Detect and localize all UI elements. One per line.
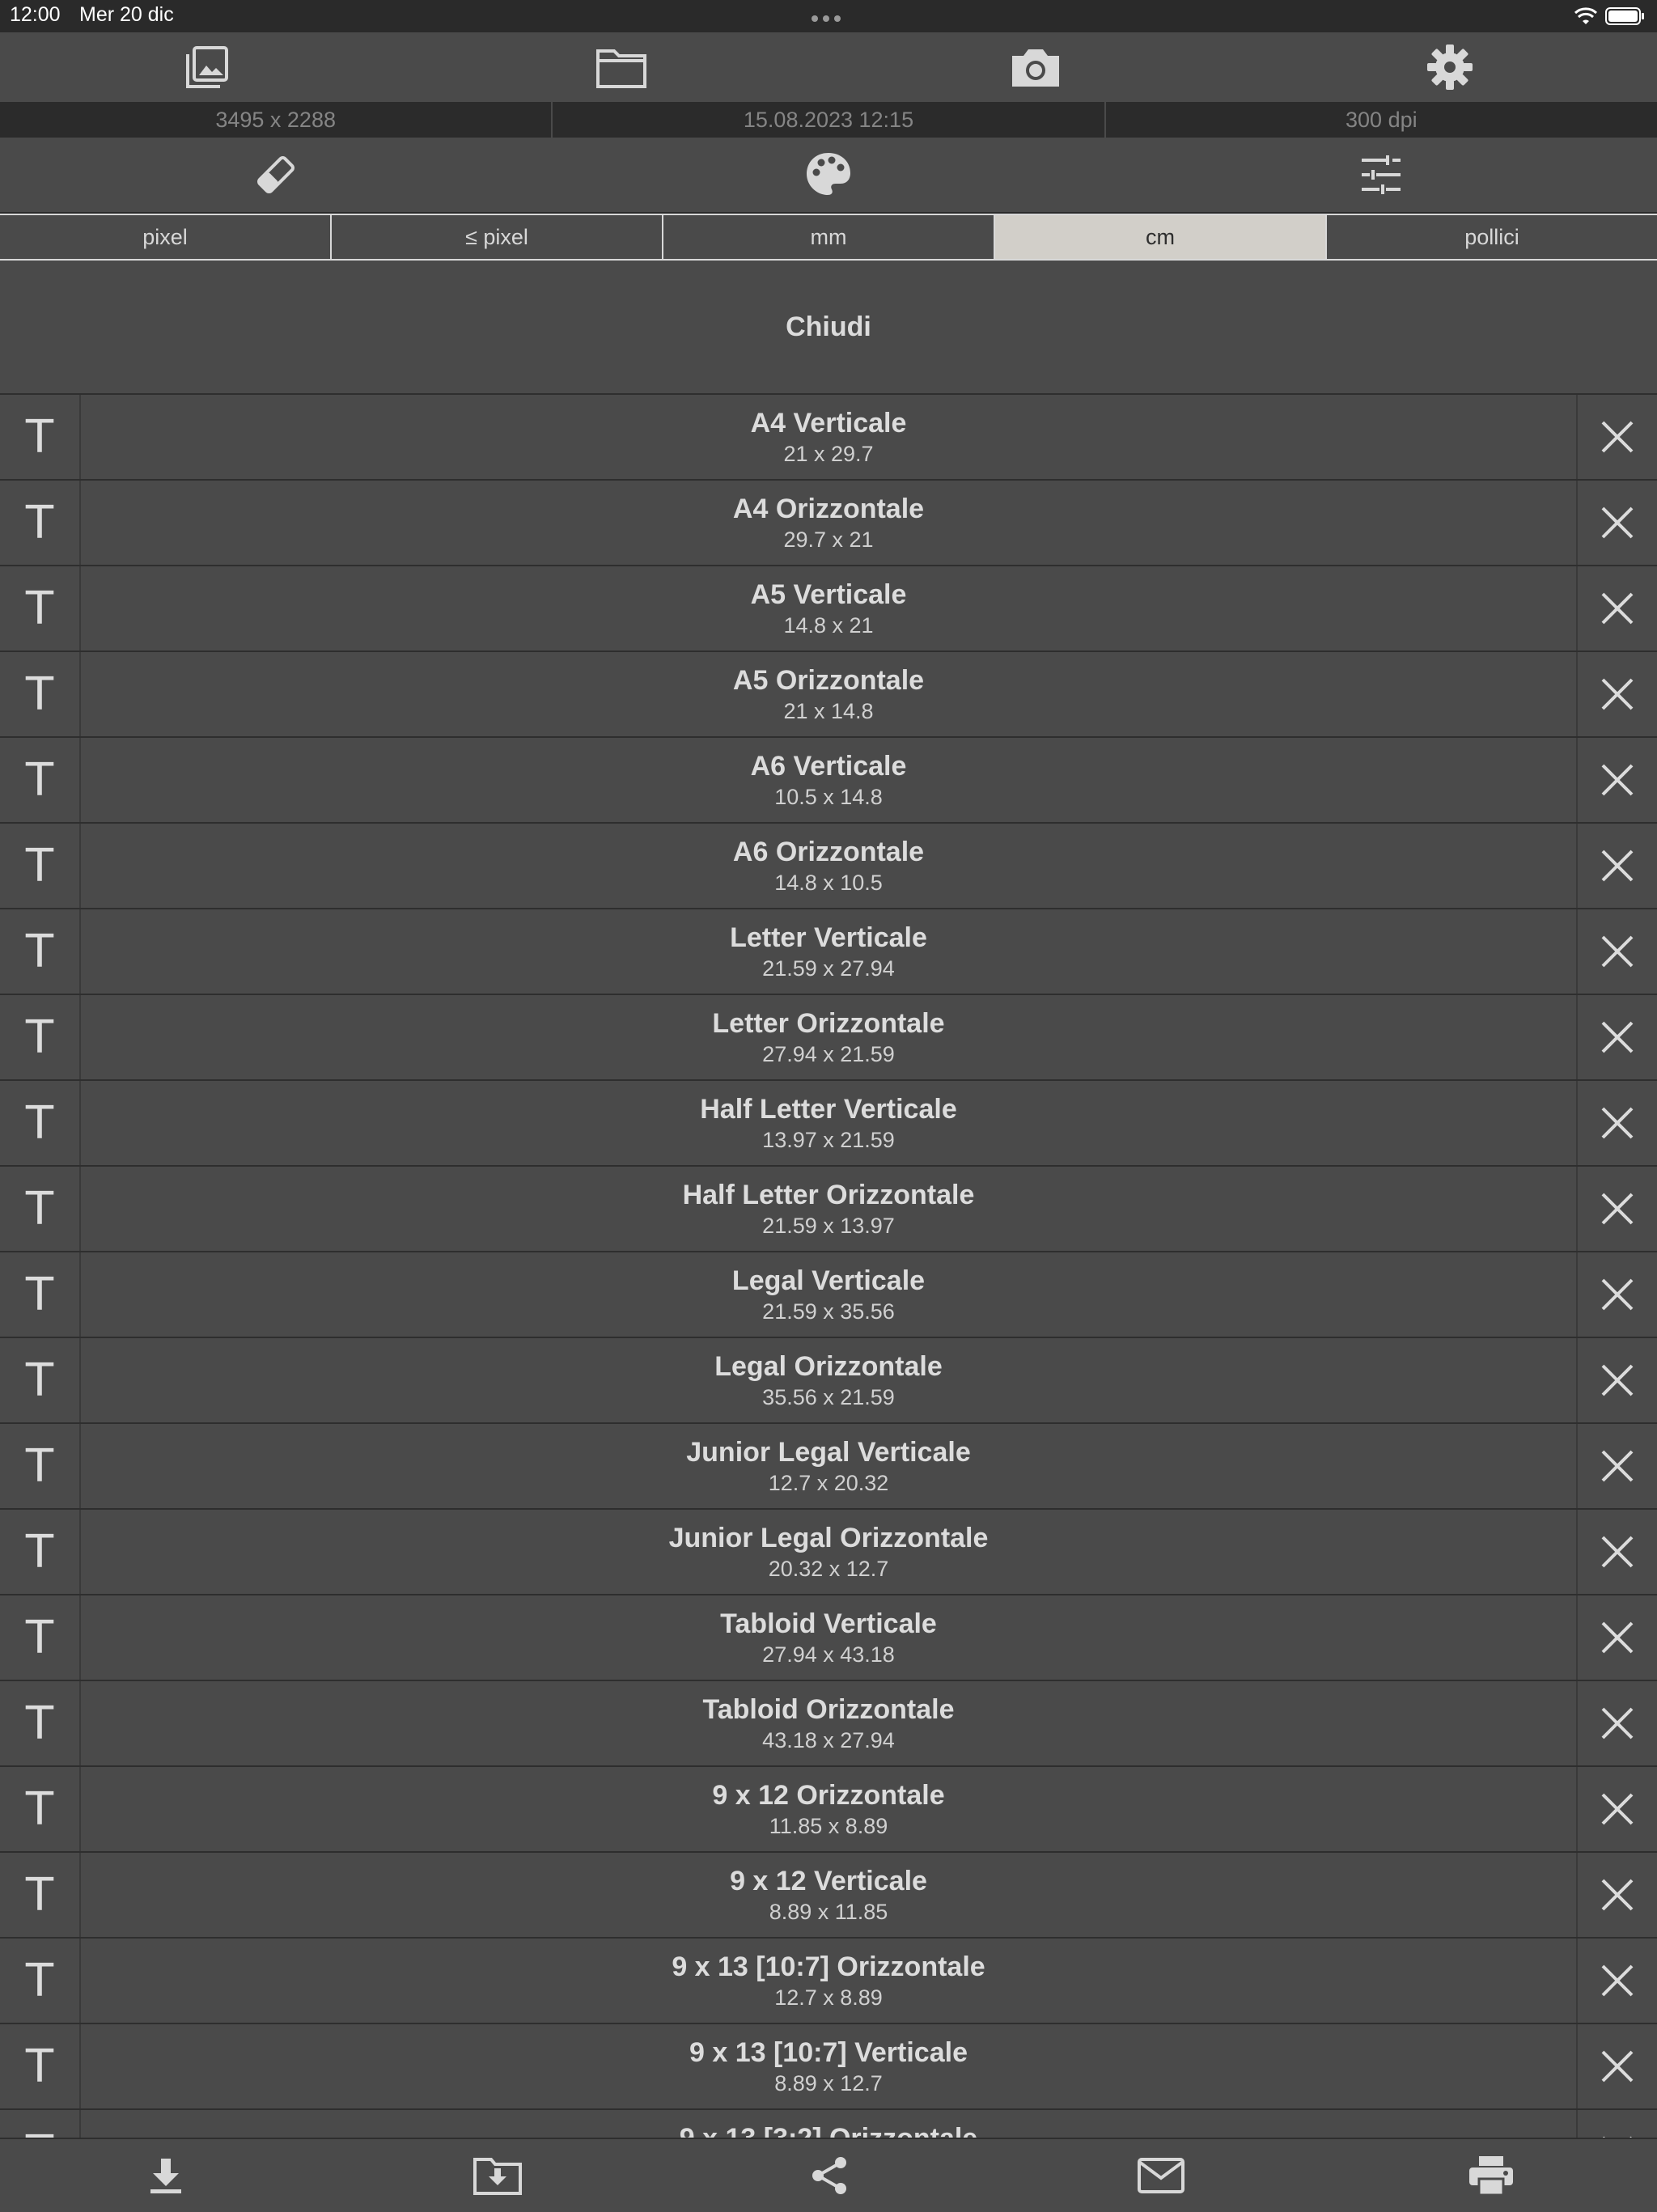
rename-text-icon[interactable]: T [0,1595,81,1680]
close-icon [1600,676,1635,712]
delete-preset-button[interactable] [1576,2024,1657,2108]
preset-name: Half Letter Verticale [700,1094,957,1125]
preset-name: 9 x 13 [10:7] Verticale [689,2037,968,2068]
bottom-toolbar [0,2138,1657,2210]
image-resolution: 300 dpi [1346,108,1418,132]
preset-row[interactable] [0,1252,1657,1338]
preset-row[interactable] [0,909,1657,995]
preset-size: 8.89 x 11.85 [769,1900,888,1924]
close-icon [1600,2049,1635,2084]
close-icon [1600,1534,1635,1570]
preset-size: 12.7 x 8.89 [774,1985,883,2010]
print-button[interactable] [1325,2139,1657,2212]
delete-preset-button[interactable] [1576,738,1657,822]
preset-name: 9 x 12 Verticale [730,1866,927,1896]
delete-preset-button[interactable] [1576,566,1657,650]
save-to-folder-icon [473,2155,523,2196]
preset-name: Legal Orizzontale [714,1351,943,1382]
preset-name: Tabloid Verticale [720,1608,937,1639]
preset-select-area[interactable] [81,1424,1576,1508]
close-icon [1600,1448,1635,1484]
preset-row[interactable] [0,738,1657,824]
close-icon [1600,1191,1635,1227]
unit-option[interactable]: ≤ pixel [332,215,663,259]
preset-size: 21 x 14.8 [783,699,874,723]
preset-list [0,395,1657,2138]
preset-size: 35.56 x 21.59 [762,1385,895,1409]
preset-size: 21.59 x 35.56 [762,1299,895,1324]
preset-name: Junior Legal Verticale [686,1437,971,1468]
close-icon [1600,1963,1635,1998]
delete-preset-button[interactable] [1576,481,1657,565]
preset-row[interactable] [0,1853,1657,1939]
delete-preset-button[interactable] [1576,1681,1657,1765]
close-icon [1600,848,1635,884]
preset-row[interactable] [0,1510,1657,1595]
close-button[interactable]: Chiudi [0,261,1657,395]
preset-name: A6 Orizzontale [732,837,925,867]
rename-text-icon[interactable]: T [0,1767,81,1851]
preset-select-area[interactable] [81,395,1576,479]
multitasking-dots-icon[interactable] [812,11,845,21]
palette-icon [803,150,854,200]
rename-text-icon[interactable]: T [0,824,81,908]
preset-size: 10.5 x 14.8 [774,785,883,809]
preset-select-area[interactable] [81,1767,1576,1851]
preset-size: 21.59 x 27.94 [762,956,895,981]
rename-text-icon[interactable]: T [0,1853,81,1937]
close-icon [1600,1877,1635,1913]
preset-select-area[interactable] [81,1167,1576,1251]
rename-text-icon[interactable]: T [0,995,81,1079]
unit-option[interactable]: mm [663,215,995,259]
camera-button[interactable] [828,32,1243,102]
preset-size: 21 x 29.7 [783,442,874,466]
delete-preset-button[interactable] [1576,1167,1657,1251]
preset-size: 14.8 x 10.5 [774,871,883,895]
preset-select-area[interactable] [81,2024,1576,2108]
preset-row[interactable] [0,1338,1657,1424]
rename-text-icon[interactable]: T [0,1081,81,1165]
edit-toolbar [0,138,1657,214]
preset-size: 20.32 x 12.7 [768,1557,889,1581]
eraser-button[interactable] [0,138,552,212]
preset-row[interactable] [0,566,1657,652]
sliders-icon [1358,152,1404,197]
close-icon [1600,1105,1635,1141]
unit-option[interactable]: cm [995,215,1327,259]
preset-name: Half Letter Orizzontale [682,1180,975,1210]
image-datetime: 15.08.2023 12:15 [553,102,1105,138]
preset-select-area[interactable] [81,738,1576,822]
delete-preset-button[interactable] [1576,824,1657,908]
preset-select-area[interactable] [81,1252,1576,1337]
rename-text-icon[interactable]: T [0,1939,81,2023]
preset-name: Letter Verticale [730,922,927,953]
rename-text-icon[interactable]: T [0,1338,81,1422]
delete-preset-button[interactable] [1576,652,1657,736]
delete-preset-button[interactable] [1576,1252,1657,1337]
preset-size: 43.18 x 27.94 [762,1728,895,1752]
preset-name: 9 x 12 Orizzontale [712,1780,945,1811]
preset-row[interactable] [0,2024,1657,2110]
preset-name: Legal Verticale [731,1265,926,1296]
close-icon [1600,1706,1635,1741]
preset-select-area[interactable] [81,995,1576,1079]
preset-row[interactable] [0,995,1657,1081]
share-icon [808,2155,850,2197]
preset-select-area[interactable] [81,1939,1576,2023]
preset-size: 14.8 x 21 [783,613,874,638]
preset-size: 21.59 x 13.97 [762,1214,895,1238]
unit-option[interactable]: pixel [0,215,332,259]
rename-text-icon[interactable]: T [0,1167,81,1251]
rename-text-icon[interactable]: T [0,1252,81,1337]
preset-row[interactable] [0,1767,1657,1853]
preset-name: A4 Verticale [750,408,907,439]
preset-select-area[interactable] [81,1595,1576,1680]
rename-text-icon[interactable]: T [0,1510,81,1594]
preset-size: 29.7 x 21 [783,528,874,552]
preset-row[interactable] [0,1939,1657,2024]
preset-size: 27.94 x 21.59 [762,1042,895,1066]
preset-name: 9 x 13 [10:7] Orizzontale [672,1951,985,1982]
delete-preset-button[interactable] [1576,395,1657,479]
close-icon [1600,419,1635,455]
delete-preset-button[interactable] [1576,1510,1657,1594]
close-icon [1600,1620,1635,1655]
unit-option[interactable]: pollici [1464,225,1519,249]
folder-icon [595,44,648,90]
battery-icon [1605,6,1646,26]
settings-button[interactable] [1243,32,1657,102]
preset-select-area[interactable] [81,1853,1576,1937]
rename-text-icon[interactable]: T [0,395,81,479]
preset-name: A4 Orizzontale [732,494,925,524]
rename-text-icon[interactable]: T [0,652,81,736]
status-date: Mer 20 dic [79,3,174,26]
preset-select-area[interactable] [81,909,1576,994]
preset-select-area[interactable] [81,481,1576,565]
preset-row[interactable] [0,652,1657,738]
rename-text-icon[interactable]: T [0,1681,81,1765]
top-toolbar [0,32,1657,102]
rename-text-icon[interactable]: T [0,738,81,822]
delete-preset-button[interactable] [1576,1595,1657,1680]
preset-select-area[interactable] [81,1338,1576,1422]
preset-row[interactable] [0,1167,1657,1252]
preset-select-area[interactable] [81,824,1576,908]
camera-icon [1009,44,1062,90]
unit-segmented-control [0,214,1657,261]
preset-name: A5 Orizzontale [732,665,925,696]
rename-text-icon[interactable]: T [0,481,81,565]
rename-text-icon[interactable]: T [0,1424,81,1508]
preset-size: 11.85 x 8.89 [769,1814,888,1838]
preset-name: A6 Verticale [750,751,907,782]
mail-button[interactable] [995,2139,1327,2212]
preset-select-area[interactable] [81,566,1576,650]
close-icon [1600,1019,1635,1055]
delete-preset-button[interactable] [1576,909,1657,994]
preset-row[interactable] [0,1681,1657,1767]
preset-row[interactable] [0,481,1657,566]
delete-preset-button[interactable] [1576,1338,1657,1422]
photo-library-icon [183,43,231,91]
close-icon [1600,762,1635,798]
share-button[interactable] [663,2139,995,2212]
close-icon [1600,1277,1635,1312]
download-icon [146,2155,186,2196]
close-icon [1600,1791,1635,1827]
preset-name: A5 Verticale [750,579,907,610]
print-icon [1468,2155,1515,2197]
preset-row[interactable] [0,1081,1657,1167]
image-dimensions: 3495 x 2288 [0,102,553,138]
preset-size: 27.94 x 43.18 [762,1642,895,1667]
preset-select-area[interactable] [81,1681,1576,1765]
preset-size: 8.89 x 12.7 [774,2071,883,2095]
preset-name: Letter Orizzontale [712,1008,945,1039]
wifi-icon [1574,6,1597,26]
adjustments-button[interactable] [1105,138,1657,212]
preset-row[interactable] [0,395,1657,481]
preset-select-area[interactable] [81,1081,1576,1165]
delete-preset-button[interactable] [1576,1939,1657,2023]
preset-select-area[interactable] [81,652,1576,736]
preset-name: Tabloid Orizzontale [702,1694,955,1725]
delete-preset-button[interactable] [1576,1081,1657,1165]
mail-icon [1137,2157,1185,2194]
preset-size: 13.97 x 21.59 [762,1128,895,1152]
preset-row[interactable] [0,1424,1657,1510]
delete-preset-button[interactable] [1576,1424,1657,1508]
image-info-bar [0,102,1657,138]
rename-text-icon[interactable]: T [0,566,81,650]
preset-row[interactable] [0,824,1657,909]
close-icon [1600,1362,1635,1398]
save-to-folder-button[interactable] [332,2139,663,2212]
status-time: 12:00 [10,3,61,26]
photo-library-button[interactable] [0,32,414,102]
preset-select-area[interactable] [81,1510,1576,1594]
delete-preset-button[interactable] [1576,995,1657,1079]
preset-size: 12.7 x 20.32 [768,1471,889,1495]
eraser-icon [252,150,300,199]
close-icon [1600,934,1635,969]
rename-text-icon[interactable]: T [0,909,81,994]
close-icon [1600,505,1635,540]
delete-preset-button[interactable] [1576,1767,1657,1851]
download-button[interactable] [0,2139,332,2212]
rename-text-icon[interactable]: T [0,2024,81,2108]
status-bar [0,0,1657,32]
close-icon [1600,591,1635,626]
preset-row[interactable] [0,1595,1657,1681]
folder-button[interactable] [414,32,828,102]
delete-preset-button[interactable] [1576,1853,1657,1937]
palette-button[interactable] [553,138,1104,212]
gear-icon [1426,43,1474,91]
preset-name: Junior Legal Orizzontale [668,1523,989,1553]
